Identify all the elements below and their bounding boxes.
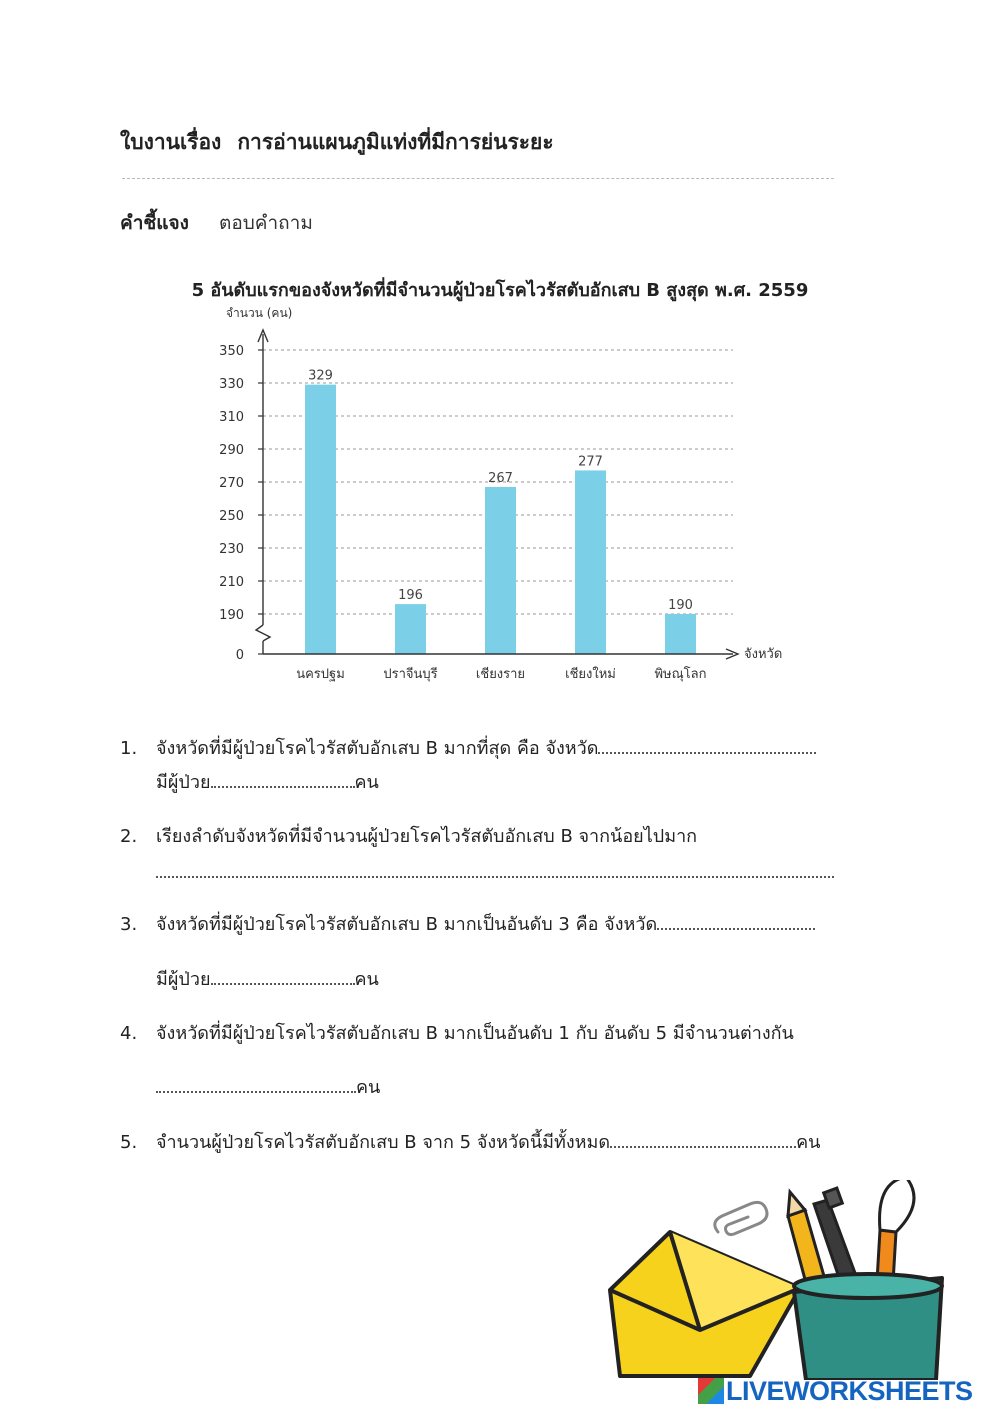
paperclip-icon — [715, 1202, 767, 1234]
bar-value-label: 190 — [668, 598, 693, 613]
bar-value-label: 196 — [398, 588, 423, 604]
envelope-icon — [610, 1232, 800, 1376]
question-3-text: จังหวัดที่มีผู้ป่วยโรคไวรัสตับอักเสบ B มากเป็นอันดับ 3 คือ จังหวัด — [156, 914, 658, 935]
bar — [575, 470, 606, 654]
x-tick-label: ปราจีนบุรี — [383, 667, 438, 682]
question-4-number: 4. — [120, 1023, 138, 1044]
chart-title: 5 อันดับแรกของจังหวัดที่มีจำนวนผู้ป่วยโรคไวรัสตับอักเสบ B สูงสุด พ.ศ. 2559 — [191, 280, 809, 301]
question-3-unit: คน — [354, 969, 379, 990]
answer-3-province-blank[interactable] — [657, 912, 815, 930]
question-5-text: จำนวนผู้ป่วยโรคไวรัสตับอักเสบ B จาก 5 จังหวัดนี้มีทั้งหมด — [156, 1132, 611, 1153]
question-4-unit: คน — [356, 1077, 381, 1098]
answer-1-count-blank[interactable] — [211, 770, 355, 788]
x-tick-label: เชียงใหม่ — [565, 667, 616, 682]
y-tick-label: 210 — [219, 575, 244, 590]
liveworksheets-logo-text: LIVEWORKSHEETS — [726, 1376, 973, 1406]
question-1-unit: คน — [354, 772, 379, 793]
question-3 — [120, 909, 815, 938]
x-tick-label: เชียงราย — [475, 667, 526, 682]
y-tick-label: 230 — [219, 542, 244, 557]
answer-3-count-blank[interactable] — [211, 967, 355, 985]
answer-5-total-blank[interactable] — [610, 1130, 796, 1148]
bar — [395, 604, 426, 654]
question-4 — [120, 1018, 794, 1047]
bar-value-label: 277 — [578, 454, 603, 470]
y-axis-break — [256, 625, 270, 641]
liveworksheets-logo-icon — [698, 1378, 724, 1404]
title-topic: การอ่านแผนภูมิแท่งที่มีการย่นระยะ — [237, 130, 554, 154]
x-axis-label: จังหวัด — [744, 647, 783, 662]
question-2 — [120, 821, 697, 850]
bar-value-label: 267 — [488, 470, 513, 486]
y-tick-label: 270 — [219, 476, 244, 491]
bar — [485, 487, 516, 654]
y-tick-label: 330 — [219, 377, 244, 392]
answer-1-province-blank[interactable] — [598, 736, 816, 754]
stationery-illustration — [600, 1180, 1000, 1380]
question-2-text: เรียงลำดับจังหวัดที่มีจำนวนผู้ป่วยโรคไวรัสตับอักเสบ B จากน้อยไปมาก — [156, 826, 698, 847]
y-tick-label: 310 — [219, 410, 244, 425]
bar — [665, 614, 696, 654]
question-1-line2 — [156, 767, 379, 796]
instructions-text: ตอบคำถาม — [218, 212, 313, 234]
y-axis-label: จำนวน (คน) — [226, 306, 293, 320]
instructions-label: คำชี้แจง — [120, 212, 189, 234]
question-3-line2 — [156, 964, 379, 993]
question-1-prefix: มีผู้ป่วย — [156, 772, 211, 793]
question-2-line2 — [156, 860, 834, 883]
answer-2-order-blank[interactable] — [156, 860, 834, 878]
liveworksheets-logo — [698, 1376, 973, 1407]
question-1 — [120, 733, 816, 762]
x-tick-label: นครปฐม — [296, 667, 345, 682]
bar — [305, 385, 336, 654]
pen-cup-icon — [788, 1180, 942, 1380]
y-tick-label: 250 — [219, 509, 244, 524]
question-4-text: จังหวัดที่มีผู้ป่วยโรคไวรัสตับอักเสบ B มากเป็นอันดับ 1 กับ อันดับ 5 มีจำนวนต่างกัน — [156, 1023, 794, 1044]
answer-4-difference-blank[interactable] — [156, 1075, 356, 1093]
question-1-text: จังหวัดที่มีผู้ป่วยโรคไวรัสตับอักเสบ B มากที่สุด คือ จังหวัด — [156, 738, 599, 759]
question-2-number: 2. — [120, 826, 138, 847]
question-5-unit: คน — [796, 1132, 821, 1153]
y-tick-label: 350 — [219, 344, 244, 359]
question-1-number: 1. — [120, 738, 138, 759]
y-tick-label: 0 — [235, 648, 244, 663]
x-tick-label: พิษณุโลก — [654, 667, 707, 682]
y-tick-label: 190 — [219, 608, 244, 623]
title-label: ใบงานเรื่อง — [120, 130, 222, 154]
bar-chart — [0, 0, 1000, 700]
question-3-number: 3. — [120, 914, 138, 935]
question-5-number: 5. — [120, 1132, 138, 1153]
bar-value-label: 329 — [308, 368, 333, 384]
y-tick-label: 290 — [219, 443, 244, 458]
question-3-prefix: มีผู้ป่วย — [156, 969, 211, 990]
question-5 — [120, 1127, 820, 1156]
question-4-line2 — [156, 1072, 380, 1101]
